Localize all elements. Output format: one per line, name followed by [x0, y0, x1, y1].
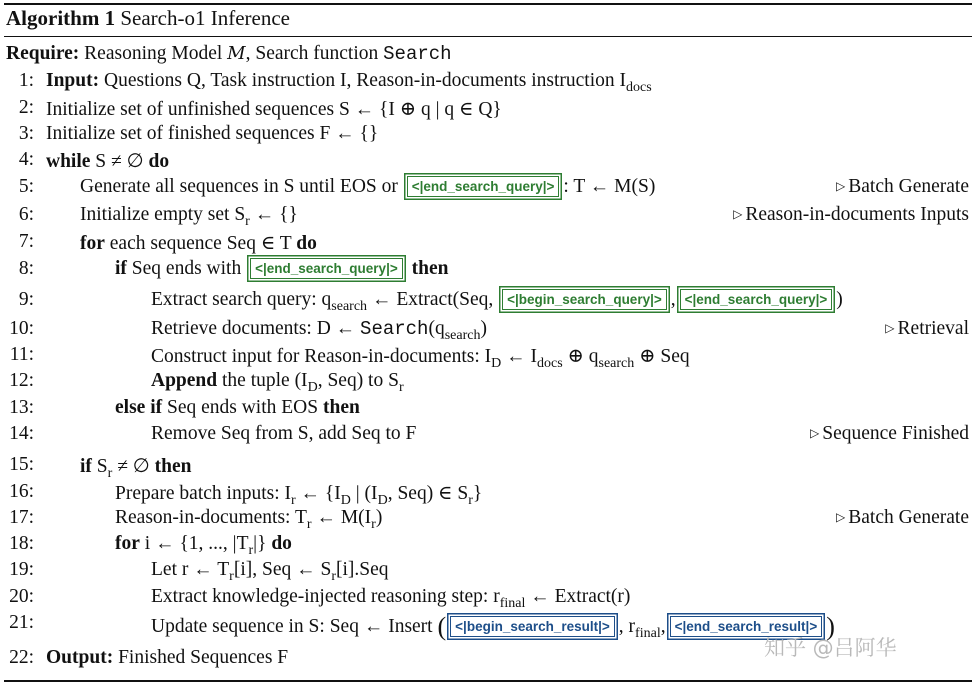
- line-text: }: [472, 483, 483, 504]
- subscript: r: [291, 493, 296, 508]
- subscript: search: [444, 328, 481, 343]
- line-text: Initialize set of unfinished sequences S ← {I ⊕ q | q ∈ Q}: [46, 99, 502, 120]
- algorithm-line: [0, 231, 972, 257]
- algorithm-line: [0, 123, 972, 149]
- keyword: if: [115, 258, 127, 279]
- bottom-rule: [4, 680, 972, 682]
- algorithm-line: 9: Extract search query: $q_{search}$ ← Extract(Seq, <|begin_search_query|> , <|end_search_query|> ): [18, 289, 843, 314]
- line-number: 21:: [9, 612, 34, 633]
- line-text: ⊕ Seq: [634, 346, 690, 367]
- line-text: S: [96, 456, 108, 477]
- line-text: Construct input for Reason-in-documents: I: [151, 346, 492, 367]
- line-number: 20:: [9, 586, 34, 607]
- keyword: Input:: [46, 70, 100, 91]
- algorithm-label: Algorithm 1: [6, 6, 116, 30]
- subscript: r: [245, 214, 250, 229]
- algorithm-line: [0, 318, 972, 344]
- keyword: for: [115, 533, 140, 554]
- end-search-query-tag: <|end_search_query|>: [680, 289, 833, 310]
- keyword: do: [271, 533, 292, 554]
- keyword: for: [80, 233, 105, 254]
- begin-search-query-tag: <|begin_search_query|>: [502, 289, 667, 310]
- subscript: D: [307, 380, 318, 395]
- line-text: Remove Seq from S, add Seq to F: [151, 423, 417, 444]
- subscript: r: [248, 543, 254, 558]
- comment: ▷ Reason-in-documents Inputs: [733, 204, 969, 225]
- subscript: r: [371, 517, 376, 532]
- line-text: i ← {1, ..., |T: [144, 533, 249, 554]
- line-number: 18:: [9, 533, 34, 554]
- keyword: then: [322, 397, 360, 418]
- algorithm-line: [0, 258, 972, 284]
- algorithm-line: 21: Update sequence in S: Seq ← Insert ( <|begin_search_result|> , $r_{final}$, <|end_search_result|> ): [9, 612, 835, 641]
- model-symbol: M: [227, 43, 246, 64]
- algorithm-line: [0, 397, 972, 423]
- require-text: Reasoning Model: [84, 43, 223, 64]
- line-text: ): [480, 318, 487, 339]
- line-text: Initialize empty set S: [80, 204, 246, 225]
- subscript: r: [229, 569, 234, 584]
- algorithm-title: [6, 6, 290, 31]
- keyword: else if: [115, 397, 163, 418]
- keyword: Append: [151, 370, 218, 391]
- keyword: Output:: [46, 647, 114, 668]
- line-text: Reason-in-documents: T: [115, 507, 307, 528]
- line-number: 8:: [18, 258, 34, 279]
- line-number: 15:: [9, 454, 34, 475]
- require-keyword: Require:: [6, 43, 80, 64]
- line-text: ← M(I: [311, 507, 372, 528]
- line-text: Seq ends with: [131, 258, 242, 279]
- line-number: 19:: [9, 559, 34, 580]
- require-mid: , Search function: [245, 43, 379, 64]
- subscript: final: [635, 626, 661, 641]
- line-text: Extract search query: q: [151, 289, 332, 310]
- line-number: 22:: [9, 647, 34, 668]
- line-number: 12:: [9, 370, 34, 391]
- line-number: 5:: [18, 176, 34, 197]
- line-text: the tuple (I: [222, 370, 308, 391]
- algorithm-line: [0, 370, 972, 396]
- line-text: [i].Seq: [336, 559, 389, 580]
- comment: ▷ Retrieval: [885, 318, 969, 339]
- comment-triangle-icon: ▷: [810, 426, 820, 440]
- subscript: r: [398, 380, 404, 395]
- line-text: ⊕ q: [562, 346, 599, 367]
- subscript: D: [340, 493, 351, 508]
- search-function: Search: [360, 318, 429, 340]
- algorithm-line: [0, 97, 972, 123]
- line-number: 4:: [18, 149, 34, 170]
- line-text: ): [375, 507, 383, 528]
- line-text: S ≠ ∅: [95, 151, 144, 172]
- header-rule: [4, 36, 972, 37]
- line-number: 7:: [18, 231, 34, 252]
- comment: ▷ Sequence Finished: [810, 423, 969, 444]
- keyword: then: [411, 258, 449, 279]
- line-text: , Seq) to S: [317, 370, 399, 391]
- comment: ▷ Batch Generate: [836, 176, 969, 197]
- algorithm-line: [0, 559, 972, 585]
- line-text: (q: [428, 318, 445, 339]
- line-text: Retrieve documents: D ←: [151, 318, 356, 339]
- algorithm-line: [0, 70, 972, 96]
- algorithm-line: [0, 481, 972, 507]
- algorithm-line: [0, 423, 972, 449]
- line-text: Let r ← T: [151, 559, 230, 580]
- line-number: 6:: [18, 204, 34, 225]
- line-text: Seq ends with EOS: [166, 397, 319, 418]
- line-text: ← {}: [249, 204, 298, 225]
- line-text: Initialize set of finished sequences F ← {}: [46, 123, 379, 144]
- subscript: docs: [626, 80, 652, 95]
- keyword: then: [154, 456, 192, 477]
- comment-triangle-icon: ▷: [733, 207, 743, 221]
- line-text: ← Extract(r): [525, 586, 631, 607]
- algorithm-line: [0, 176, 972, 202]
- require-line: [0, 43, 972, 69]
- algorithm-line: [0, 586, 972, 612]
- algorithm-line: [0, 149, 972, 175]
- line-text: Update sequence in S: Seq ← Insert: [151, 616, 433, 637]
- line-number: 9:: [18, 289, 34, 310]
- keyword: if: [80, 456, 92, 477]
- line-number: 3:: [18, 123, 34, 144]
- subscript: r: [107, 466, 113, 481]
- line-number: 2:: [18, 97, 34, 118]
- search-function: Search: [383, 43, 452, 65]
- algorithm-line: [0, 454, 972, 480]
- line-number: 17:: [9, 507, 34, 528]
- keyword: do: [148, 151, 170, 172]
- subscript: r: [306, 517, 312, 532]
- line-number: 10:: [9, 318, 34, 339]
- line-text: each sequence Seq ∈ T: [109, 233, 292, 254]
- line-text: Generate all sequences in S until EOS or: [80, 176, 398, 197]
- line-text: [i], Seq ← S: [233, 559, 332, 580]
- algorithm-line: [0, 507, 972, 533]
- line-text: ← I: [501, 346, 537, 367]
- algorithm-line: [0, 204, 972, 230]
- line-number: 1:: [18, 70, 34, 91]
- line-text: |}: [253, 533, 267, 554]
- line-number: 14:: [9, 423, 34, 444]
- line-text: ≠ ∅: [112, 456, 150, 477]
- algorithm-line: [0, 344, 972, 370]
- comment-triangle-icon: ▷: [836, 510, 846, 524]
- line-text: | (I: [350, 483, 378, 504]
- comment: ▷ Batch Generate: [836, 507, 969, 528]
- line-text: ,: [660, 616, 666, 637]
- comment-triangle-icon: ▷: [836, 179, 846, 193]
- algorithm-name: Search-o1 Inference: [120, 6, 290, 30]
- keyword: while: [46, 151, 91, 172]
- subscript: r: [331, 569, 337, 584]
- subscript: D: [491, 356, 502, 371]
- subscript: final: [499, 596, 526, 611]
- top-rule: [4, 3, 972, 5]
- line-number: 16:: [9, 481, 34, 502]
- line-number: 11:: [9, 344, 34, 365]
- end-search-result-tag: <|end_search_result|>: [670, 616, 823, 637]
- begin-search-result-tag: <|begin_search_result|>: [450, 616, 615, 637]
- watermark: 知乎 @吕阿华: [764, 636, 897, 660]
- line-text: , r: [618, 616, 636, 637]
- line-text: , Seq) ∈ S: [387, 483, 469, 504]
- line-number: 13:: [9, 397, 34, 418]
- subscript: search: [598, 356, 635, 371]
- subscript: docs: [536, 356, 563, 371]
- line-text: ← {I: [295, 483, 341, 504]
- line-text: : T ← M(S): [563, 176, 656, 197]
- end-search-query-tag: <|end_search_query|>: [250, 258, 403, 279]
- subscript: r: [468, 493, 473, 508]
- line-text: Extract knowledge-injected reasoning step: r: [151, 586, 500, 607]
- comment-triangle-icon: ▷: [885, 321, 895, 335]
- line-text: Questions Q, Task instruction I, Reason-in-documents instruction I: [104, 70, 626, 91]
- line-text: Finished Sequences F: [118, 647, 289, 668]
- algorithm-line: [0, 533, 972, 559]
- subscript: D: [377, 493, 388, 508]
- keyword: do: [296, 233, 317, 254]
- line-text: ← Extract(Seq,: [367, 289, 494, 310]
- end-search-query-tag: <|end_search_query|>: [407, 176, 560, 197]
- subscript: search: [331, 299, 368, 314]
- line-text: Prepare batch inputs: I: [115, 483, 291, 504]
